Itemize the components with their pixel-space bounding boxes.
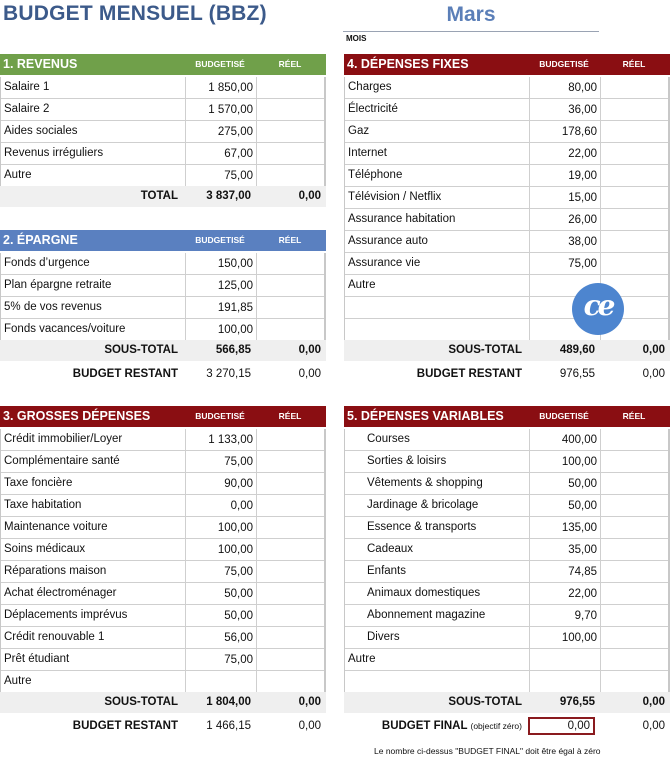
page-title: BUDGET MENSUEL (BBZ) [3, 2, 267, 25]
remaining-row [344, 364, 670, 385]
row-label[interactable]: Assurance auto [348, 235, 428, 247]
row-label[interactable]: Revenus irréguliers [4, 147, 104, 159]
budget-cell[interactable]: 50,00 [529, 473, 601, 494]
actual-cell[interactable] [600, 605, 670, 626]
table-row [1, 143, 324, 165]
actual-cell[interactable] [256, 627, 327, 648]
row-label[interactable]: Divers [367, 631, 400, 643]
subtotal-label: SOUS-TOTAL [448, 344, 522, 356]
actual-cell[interactable] [600, 451, 670, 472]
row-label[interactable]: Essence & transports [367, 521, 477, 533]
table-row [1, 99, 324, 121]
table-row [345, 627, 668, 649]
table-row [1, 649, 324, 671]
budget-cell[interactable]: 50,00 [185, 583, 257, 604]
table-row [1, 121, 324, 143]
budget-cell[interactable]: 22,00 [529, 143, 601, 164]
table-row [1, 297, 324, 319]
row-label[interactable]: Internet [348, 147, 387, 159]
row-label[interactable]: Taxe habitation [4, 499, 82, 511]
subtotal-row [344, 692, 670, 713]
final-budget-actual: 0,00 [642, 720, 665, 732]
budget-cell[interactable]: 67,00 [185, 143, 257, 164]
subtotal-label: SOUS-TOTAL [448, 696, 522, 708]
column-header-actual: RÉEL [622, 59, 646, 69]
column-header-actual: RÉEL [278, 411, 302, 421]
table-row [345, 99, 668, 121]
actual-cell[interactable] [600, 209, 670, 230]
table-row [1, 627, 324, 649]
row-label[interactable]: Salaire 2 [4, 103, 50, 115]
budget-cell[interactable]: 191,85 [185, 297, 257, 318]
actual-cell[interactable] [600, 253, 670, 274]
section-depenses-variables [344, 406, 670, 756]
actual-cell[interactable] [256, 77, 327, 98]
budget-cell[interactable]: 56,00 [185, 627, 257, 648]
total-budget: 3 837,00 [206, 190, 251, 202]
actual-cell[interactable] [600, 187, 670, 208]
table-row [345, 253, 668, 275]
table-row [1, 319, 324, 340]
section-title: 4. DÉPENSES FIXES [347, 57, 469, 71]
table-row [345, 77, 668, 99]
actual-cell[interactable] [256, 561, 327, 582]
table-row [1, 671, 324, 692]
row-label[interactable]: Réparations maison [4, 565, 107, 577]
actual-cell[interactable] [600, 121, 670, 142]
row-label[interactable]: Maintenance voiture [4, 521, 108, 533]
actual-cell[interactable] [600, 561, 670, 582]
actual-cell[interactable] [600, 539, 670, 560]
budget-cell[interactable]: 22,00 [529, 583, 601, 604]
budget-cell[interactable]: 275,00 [185, 121, 257, 142]
budget-cell[interactable]: 36,00 [529, 99, 601, 120]
actual-cell[interactable] [600, 143, 670, 164]
row-label[interactable]: Gaz [348, 125, 370, 137]
month-value[interactable]: Mars [446, 3, 496, 26]
budget-cell[interactable]: 15,00 [529, 187, 601, 208]
remaining-budget: 3 270,15 [206, 368, 251, 380]
row-label[interactable]: Abonnement magazine [367, 609, 486, 621]
column-header-budget: BUDGETISÉ [195, 59, 245, 69]
final-budget-label-text: BUDGET FINAL [381, 720, 468, 732]
table-row [345, 451, 668, 473]
section-header [0, 406, 326, 427]
budget-cell[interactable]: 26,00 [529, 209, 601, 230]
section-header [0, 230, 326, 251]
budget-cell[interactable]: 1 570,00 [185, 99, 257, 120]
row-label[interactable]: Achat électroménager [4, 587, 117, 599]
actual-cell[interactable] [600, 99, 670, 120]
row-list [344, 429, 670, 692]
table-row [345, 209, 668, 231]
row-label[interactable]: Aides sociales [4, 125, 78, 137]
remaining-row [0, 364, 326, 385]
actual-cell[interactable] [256, 451, 327, 472]
table-row [345, 429, 668, 451]
budget-cell[interactable]: 1 850,00 [185, 77, 257, 98]
row-label[interactable]: Autre [348, 653, 376, 665]
section-revenus [0, 54, 326, 207]
total-actual: 0,00 [298, 190, 321, 202]
table-row [1, 495, 324, 517]
row-label[interactable]: Crédit renouvable 1 [4, 631, 105, 643]
actual-cell[interactable] [256, 605, 327, 626]
table-row [345, 517, 668, 539]
budget-cell[interactable]: 38,00 [529, 231, 601, 252]
actual-cell[interactable] [256, 429, 327, 450]
table-row [1, 275, 324, 297]
row-label[interactable]: Animaux domestiques [367, 587, 481, 599]
row-list [0, 77, 326, 186]
budget-cell[interactable]: 9,70 [529, 605, 601, 626]
budget-cell[interactable]: 50,00 [529, 495, 601, 516]
row-label[interactable]: Assurance vie [348, 257, 421, 269]
row-label[interactable]: Cadeaux [367, 543, 414, 555]
actual-cell[interactable] [600, 517, 670, 538]
subtotal-actual: 0,00 [642, 344, 665, 356]
table-row [345, 187, 668, 209]
budget-cell[interactable]: 19,00 [529, 165, 601, 186]
budget-cell[interactable] [529, 649, 601, 670]
row-label[interactable]: 5% de vos revenus [4, 301, 102, 313]
column-header-budget: BUDGETISÉ [195, 411, 245, 421]
actual-cell[interactable] [256, 275, 327, 296]
remaining-actual: 0,00 [298, 368, 321, 380]
budget-cell[interactable]: 75,00 [185, 451, 257, 472]
actual-cell[interactable] [256, 297, 327, 318]
actual-cell[interactable] [600, 231, 670, 252]
remaining-label: BUDGET RESTANT [416, 368, 522, 380]
budget-cell[interactable]: 135,00 [529, 517, 601, 538]
table-row [345, 671, 668, 692]
row-list [0, 429, 326, 692]
column-header-actual: RÉEL [622, 411, 646, 421]
actual-cell[interactable] [600, 627, 670, 648]
table-row [345, 605, 668, 627]
actual-cell[interactable] [256, 671, 327, 692]
final-budget-value[interactable]: 0,00 [528, 717, 595, 735]
final-budget-label [382, 720, 522, 732]
table-row [1, 517, 324, 539]
budget-cell[interactable]: 100,00 [185, 517, 257, 538]
section-header [0, 54, 326, 75]
table-row [1, 473, 324, 495]
actual-cell[interactable] [600, 77, 670, 98]
table-row [345, 495, 668, 517]
row-label[interactable]: Salaire 1 [4, 81, 50, 93]
month-label: MOIS [346, 34, 367, 43]
subtotal-actual: 0,00 [642, 696, 665, 708]
row-label[interactable]: Soins médicaux [4, 543, 86, 555]
section-grosses-depenses [0, 406, 326, 737]
subtotal-budget: 1 804,00 [206, 696, 251, 708]
section-epargne [0, 230, 326, 385]
section-title: 3. GROSSES DÉPENSES [3, 409, 151, 423]
remaining-actual: 0,00 [298, 720, 321, 732]
table-row [1, 605, 324, 627]
subtotal-actual: 0,00 [298, 696, 321, 708]
budget-cell[interactable]: 100,00 [529, 627, 601, 648]
budget-cell[interactable] [529, 671, 601, 692]
actual-cell[interactable] [600, 671, 670, 692]
row-label[interactable]: Fonds vacances/voiture [4, 323, 126, 335]
row-label[interactable]: Jardinage & bricolage [367, 499, 479, 511]
ce-logo-icon [572, 283, 624, 335]
row-label[interactable]: Enfants [367, 565, 406, 577]
table-row [1, 583, 324, 605]
row-label[interactable]: Autre [4, 169, 32, 181]
row-list [0, 253, 326, 340]
subtotal-row [344, 340, 670, 361]
column-header-budget: BUDGETISÉ [539, 59, 589, 69]
table-row [345, 231, 668, 253]
actual-cell[interactable] [600, 429, 670, 450]
remaining-label: BUDGET RESTANT [72, 368, 178, 380]
table-row [345, 649, 668, 671]
final-budget-label-note: (objectif zéro) [470, 721, 522, 731]
table-row [1, 451, 324, 473]
budget-cell[interactable]: 100,00 [185, 539, 257, 560]
actual-cell[interactable] [256, 253, 327, 274]
actual-cell[interactable] [256, 143, 327, 164]
subtotal-budget: 566,85 [215, 344, 251, 356]
actual-cell[interactable] [256, 319, 327, 340]
row-label[interactable]: Crédit immobilier/Loyer [4, 433, 123, 445]
remaining-row [0, 716, 326, 737]
actual-cell[interactable] [600, 473, 670, 494]
budget-cell[interactable]: 400,00 [529, 429, 601, 450]
budget-cell[interactable]: 75,00 [529, 253, 601, 274]
section-depenses-fixes [344, 54, 670, 385]
actual-cell[interactable] [256, 121, 327, 142]
section-title: 1. REVENUS [3, 57, 78, 71]
subtotal-row [0, 692, 326, 713]
budget-cell[interactable]: 100,00 [185, 319, 257, 340]
row-label[interactable]: Télévision / Netflix [348, 191, 442, 203]
budget-cell[interactable]: 125,00 [185, 275, 257, 296]
subtotal-actual: 0,00 [298, 344, 321, 356]
row-label[interactable]: Plan épargne retraite [4, 279, 112, 291]
row-label[interactable]: Prêt étudiant [4, 653, 70, 665]
column-header-actual: RÉEL [278, 235, 302, 245]
budget-cell[interactable]: 75,00 [185, 649, 257, 670]
budget-cell[interactable]: 90,00 [185, 473, 257, 494]
budget-cell[interactable]: 50,00 [185, 605, 257, 626]
row-label[interactable]: Fonds d’urgence [4, 257, 90, 269]
actual-cell[interactable] [256, 583, 327, 604]
row-label[interactable]: Autre [348, 279, 376, 291]
actual-cell[interactable] [256, 539, 327, 560]
table-row [1, 165, 324, 186]
row-label[interactable]: Charges [348, 81, 392, 93]
budget-cell[interactable]: 80,00 [529, 77, 601, 98]
row-label[interactable]: Déplacements imprévus [4, 609, 128, 621]
budget-cell[interactable]: 74,85 [529, 561, 601, 582]
budget-cell[interactable] [185, 671, 257, 692]
budget-cell[interactable]: 178,60 [529, 121, 601, 142]
row-label[interactable]: Électricité [348, 103, 398, 115]
total-label: TOTAL [140, 190, 178, 202]
actual-cell[interactable] [600, 649, 670, 670]
subtotal-label: SOUS-TOTAL [104, 344, 178, 356]
actual-cell[interactable] [256, 473, 327, 494]
column-header-budget: BUDGETISÉ [195, 235, 245, 245]
row-label[interactable]: Courses [367, 433, 410, 445]
actual-cell[interactable] [256, 495, 327, 516]
final-budget-row [344, 716, 670, 737]
row-label[interactable]: Assurance habitation [348, 213, 456, 225]
remaining-budget: 976,55 [559, 368, 595, 380]
actual-cell[interactable] [256, 649, 327, 670]
table-row [1, 429, 324, 451]
row-label[interactable]: Autre [4, 675, 32, 687]
logo-text: ce [583, 289, 613, 322]
actual-cell[interactable] [600, 165, 670, 186]
actual-cell[interactable] [256, 165, 327, 186]
actual-cell[interactable] [256, 517, 327, 538]
remaining-label: BUDGET RESTANT [72, 720, 178, 732]
column-header-budget: BUDGETISÉ [539, 411, 589, 421]
budget-cell[interactable]: 100,00 [529, 451, 601, 472]
actual-cell[interactable] [600, 495, 670, 516]
table-row [345, 539, 668, 561]
budget-cell[interactable]: 0,00 [185, 495, 257, 516]
column-header-actual: RÉEL [278, 59, 302, 69]
subtotal-budget: 489,60 [559, 344, 595, 356]
table-row [1, 561, 324, 583]
table-row [1, 77, 324, 99]
budget-cell[interactable]: 150,00 [185, 253, 257, 274]
row-label[interactable]: Complémentaire santé [4, 455, 120, 467]
subtotal-budget: 976,55 [559, 696, 595, 708]
table-row [1, 253, 324, 275]
budget-cell[interactable]: 35,00 [529, 539, 601, 560]
actual-cell[interactable] [600, 583, 670, 604]
actual-cell[interactable] [256, 99, 327, 120]
row-label[interactable]: Vêtements & shopping [367, 477, 483, 489]
table-row [345, 143, 668, 165]
table-row [345, 561, 668, 583]
row-label[interactable]: Téléphone [348, 169, 403, 181]
table-row [345, 165, 668, 187]
section-title: 2. ÉPARGNE [3, 233, 78, 247]
section-header [344, 54, 670, 75]
month-underline [343, 31, 599, 32]
subtotal-row [0, 340, 326, 361]
total-row [0, 186, 326, 207]
final-budget-note: Le nombre ci-dessus "BUDGET FINAL" doit être égal à zéro [374, 746, 601, 756]
section-title: 5. DÉPENSES VARIABLES [347, 409, 504, 423]
row-label[interactable]: Sorties & loisirs [367, 455, 447, 467]
budget-cell[interactable]: 1 133,00 [185, 429, 257, 450]
budget-cell[interactable]: 75,00 [185, 561, 257, 582]
table-row [345, 121, 668, 143]
section-header [344, 406, 670, 427]
remaining-budget: 1 466,15 [206, 720, 251, 732]
table-row [345, 473, 668, 495]
budget-cell[interactable]: 75,00 [185, 165, 257, 186]
remaining-actual: 0,00 [642, 368, 665, 380]
subtotal-label: SOUS-TOTAL [104, 696, 178, 708]
table-row [345, 583, 668, 605]
table-row [1, 539, 324, 561]
row-label[interactable]: Taxe foncière [4, 477, 73, 489]
